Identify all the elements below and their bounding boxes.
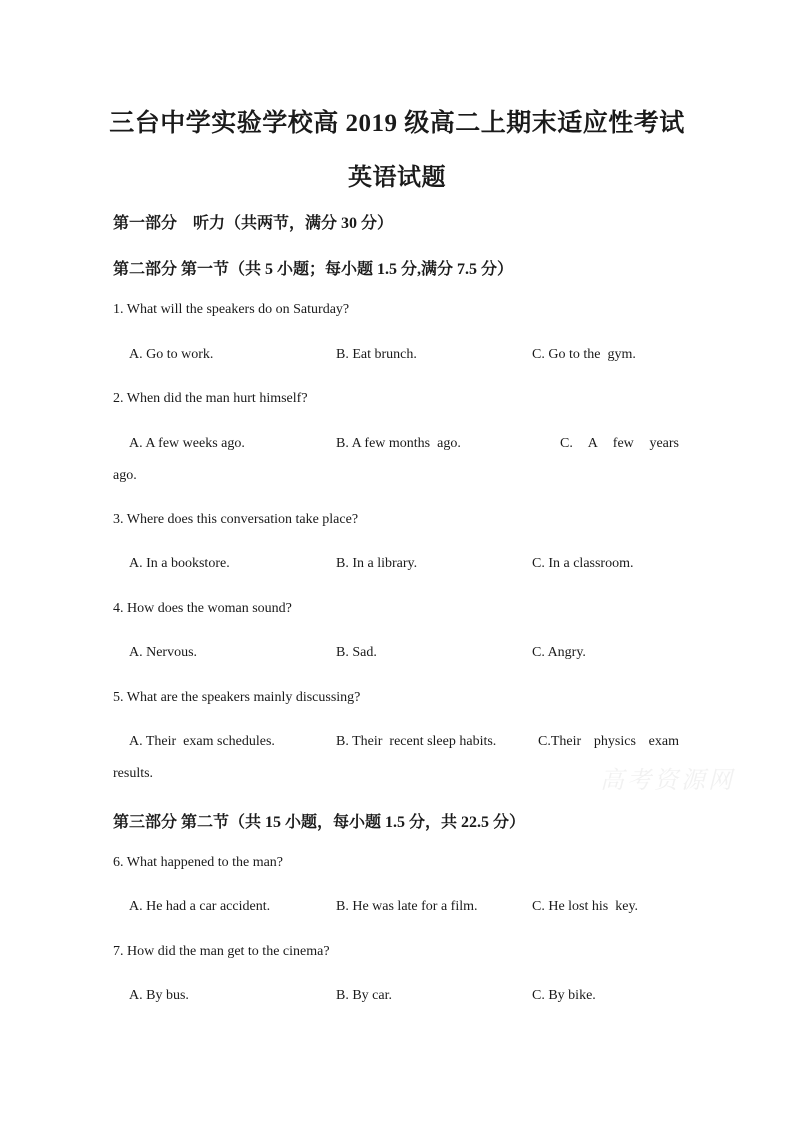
question-7-options: [129, 988, 679, 1008]
option-b: B. A few months ago.: [336, 436, 461, 451]
option-a: A. He had a car accident.: [129, 899, 271, 914]
question-2-options: [129, 436, 679, 456]
exam-subtitle: 英语试题: [348, 165, 446, 191]
option-a: A. A few weeks ago.: [129, 436, 245, 451]
section-heading-part2: 第二部分 第一节（共 5 小题；每小题 1.5 分,满分 7.5 分）: [113, 261, 514, 278]
exam-title: 三台中学实验学校高 2019 级高二上期末适应性考试: [109, 110, 685, 137]
option-a: A. In a bookstore.: [129, 556, 230, 571]
option-c: C. By bike.: [532, 988, 596, 1003]
question-2-option-c-continued: ago.: [113, 468, 137, 483]
question-7-stem: 7. How did the man get to the cinema?: [113, 944, 330, 959]
option-c: C. Angry.: [532, 645, 586, 660]
question-3-stem: 3. Where does this conversation take place?: [113, 512, 359, 527]
option-c: C.Their physics exam: [538, 734, 679, 749]
watermark: 高考资源网: [600, 768, 735, 794]
question-6-stem: 6. What happened to the man?: [113, 855, 284, 870]
section-heading-part3: 第三部分 第二节（共 15 小题，每小题 1.5 分，共 22.5 分）: [113, 814, 526, 831]
option-b: B. Sad.: [336, 645, 377, 660]
option-b: B. Their recent sleep habits.: [336, 734, 497, 749]
option-c: C. Go to the gym.: [532, 347, 636, 362]
option-b: B. By car.: [336, 988, 392, 1003]
question-6-options: [129, 899, 679, 919]
question-5-options: [129, 734, 679, 754]
question-1-stem: 1. What will the speakers do on Saturday?: [113, 302, 350, 317]
option-b: B. He was late for a film.: [336, 899, 478, 914]
question-1-options: [129, 347, 679, 367]
option-a: A. Their exam schedules.: [129, 734, 275, 749]
section-heading-part1: 第一部分 听力（共两节，满分 30 分）: [113, 215, 394, 232]
question-4-options: [129, 645, 679, 665]
option-c: C. He lost his key.: [532, 899, 639, 914]
question-2-stem: 2. When did the man hurt himself?: [113, 391, 308, 406]
option-b: B. In a library.: [336, 556, 418, 571]
option-c: C. A few years: [560, 436, 679, 451]
question-5-stem: 5. What are the speakers mainly discussing?: [113, 690, 361, 705]
option-b: B. Eat brunch.: [336, 347, 417, 362]
question-4-stem: 4. How does the woman sound?: [113, 601, 292, 616]
option-a: A. Go to work.: [129, 347, 214, 362]
option-a: A. By bus.: [129, 988, 189, 1003]
option-a: A. Nervous.: [129, 645, 198, 660]
question-3-options: [129, 556, 679, 576]
question-5-option-c-continued: results.: [113, 766, 154, 781]
option-c: C. In a classroom.: [532, 556, 634, 571]
